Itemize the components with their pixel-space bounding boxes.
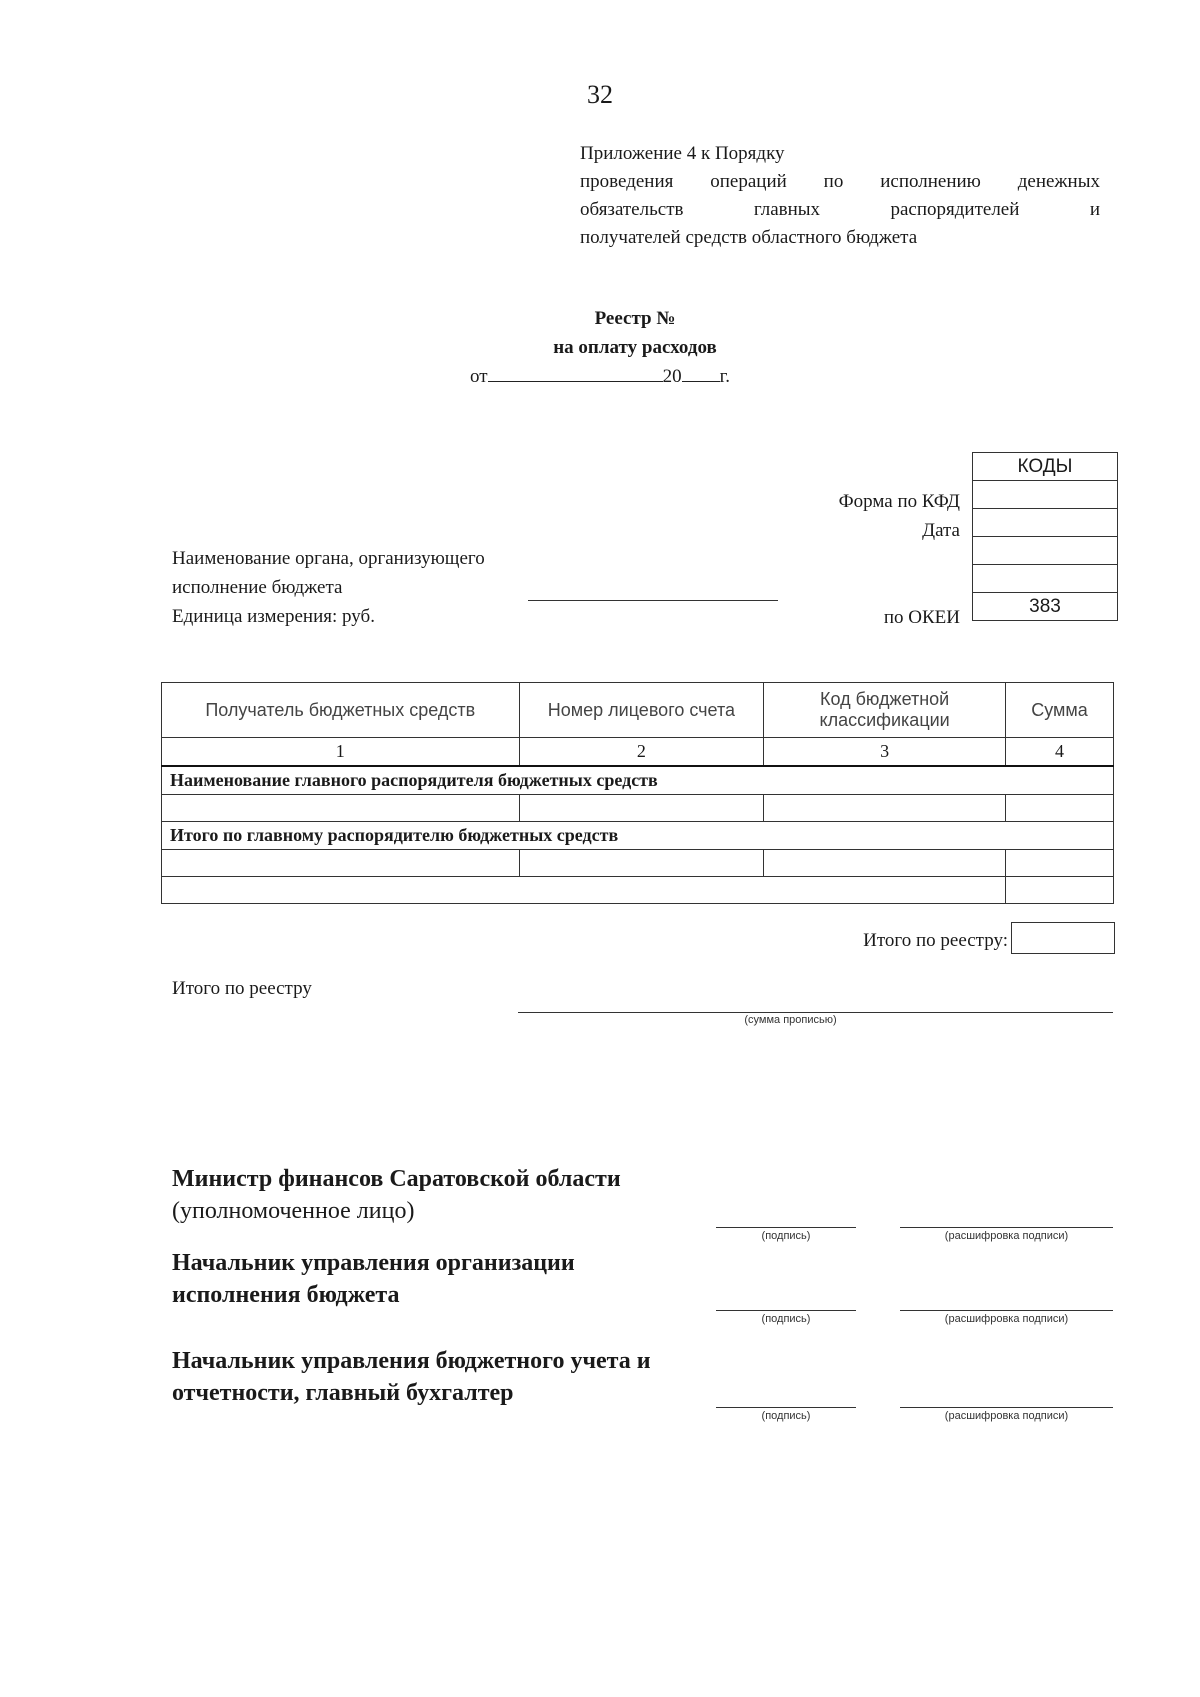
table-cell[interactable] bbox=[1006, 795, 1114, 822]
total-words-blank[interactable] bbox=[518, 1011, 1113, 1013]
signatory-budget-execution bbox=[172, 1247, 692, 1311]
unit-label: Единица измерения: руб. bbox=[172, 606, 375, 627]
date-code-value[interactable] bbox=[973, 509, 1118, 537]
page-number: 32 bbox=[587, 80, 613, 109]
appendix-reference bbox=[580, 140, 1100, 252]
table-cell[interactable] bbox=[764, 850, 1006, 877]
col-number-2: 2 bbox=[519, 738, 764, 767]
code-blank-1[interactable] bbox=[973, 537, 1118, 565]
form-kfd-label: Форма по КФД bbox=[838, 491, 960, 512]
table-cell[interactable] bbox=[519, 795, 764, 822]
signatory-chief-accountant-title: Начальник управления бюджетного учета и отчетности, главный бухгалтер bbox=[172, 1348, 651, 1406]
registry-table bbox=[161, 682, 1114, 904]
signature-decode-line[interactable] bbox=[900, 1309, 1113, 1311]
okei-label: по ОКЕИ bbox=[883, 607, 960, 628]
total-registry-value[interactable] bbox=[1011, 922, 1115, 954]
col-number-1: 1 bbox=[162, 738, 520, 767]
appendix-line-2: проведения операций по исполнению денежных bbox=[580, 171, 1100, 192]
col-number-4: 4 bbox=[1006, 738, 1114, 767]
org-name-label-1: Наименование органа, организующего bbox=[172, 548, 485, 569]
date-prefix: от bbox=[470, 366, 488, 387]
table-number-row bbox=[162, 738, 1114, 767]
signature-decode-caption: (расшифровка подписи) bbox=[944, 1410, 1069, 1422]
table-cell[interactable] bbox=[1006, 877, 1114, 904]
signatory-chief-accountant bbox=[172, 1345, 692, 1409]
org-name-blank[interactable] bbox=[528, 599, 778, 601]
codes-box bbox=[972, 452, 1118, 621]
date-year-blank[interactable] bbox=[682, 363, 720, 382]
table-row bbox=[162, 877, 1114, 904]
codes-header: КОДЫ bbox=[973, 453, 1118, 481]
signature-decode-caption: (расшифровка подписи) bbox=[944, 1313, 1069, 1325]
table-row bbox=[162, 795, 1114, 822]
signature-decode-line[interactable] bbox=[900, 1406, 1113, 1408]
code-blank-2[interactable] bbox=[973, 565, 1118, 593]
col-header-recipient: Получатель бюджетных средств bbox=[162, 683, 520, 738]
date-year-prefix: 20 bbox=[662, 366, 682, 387]
appendix-line-4: получателей средств областного бюджета bbox=[580, 227, 918, 248]
appendix-line-3: обязательств главных распорядителей и bbox=[580, 199, 1100, 220]
col-header-account: Номер лицевого счета bbox=[519, 683, 764, 738]
appendix-line-1: Приложение 4 к Порядку bbox=[580, 143, 785, 164]
table-cell[interactable] bbox=[1006, 850, 1114, 877]
table-cell[interactable] bbox=[162, 795, 520, 822]
signatory-minister-title: Министр финансов Саратовской области bbox=[172, 1166, 621, 1192]
signatory-minister-subtitle: (уполномоченное лицо) bbox=[172, 1198, 415, 1224]
date-suffix: г. bbox=[719, 366, 730, 387]
signatory-budget-execution-title: Начальник управления организации исполнения бюджета bbox=[172, 1250, 575, 1308]
signature-caption: (подпись) bbox=[761, 1230, 811, 1242]
document-subtitle: на оплату расходов bbox=[553, 337, 717, 358]
table-cell[interactable] bbox=[162, 850, 520, 877]
signature-line[interactable] bbox=[716, 1226, 856, 1228]
main-manager-row bbox=[162, 766, 1114, 795]
document-title: Реестр № bbox=[594, 308, 676, 329]
total-manager-label: Итого по главному распорядителю бюджетных средств bbox=[162, 822, 1114, 850]
total-words-label: Итого по реестру bbox=[172, 978, 312, 999]
table-header-row bbox=[162, 683, 1114, 738]
signature-caption: (подпись) bbox=[761, 1410, 811, 1422]
table-row bbox=[162, 850, 1114, 877]
okei-value: 383 bbox=[973, 593, 1118, 621]
signature-line[interactable] bbox=[716, 1406, 856, 1408]
signature-decode-line[interactable] bbox=[900, 1226, 1113, 1228]
signature-decode-caption: (расшифровка подписи) bbox=[944, 1230, 1069, 1242]
signature-line[interactable] bbox=[716, 1309, 856, 1311]
table-cell[interactable] bbox=[162, 877, 1006, 904]
col-header-classification: Код бюджетной классификации bbox=[764, 683, 1006, 738]
table-cell[interactable] bbox=[519, 850, 764, 877]
date-code-label: Дата bbox=[922, 520, 960, 541]
date-line bbox=[470, 363, 730, 388]
form-kfd-value[interactable] bbox=[973, 481, 1118, 509]
date-day-month-blank[interactable] bbox=[488, 363, 663, 382]
table-cell[interactable] bbox=[764, 795, 1006, 822]
col-header-sum: Сумма bbox=[1006, 683, 1114, 738]
org-name-label-2: исполнение бюджета bbox=[172, 577, 343, 598]
signatory-minister bbox=[172, 1163, 621, 1227]
total-registry-label: Итого по реестру: bbox=[863, 930, 1008, 951]
col-number-3: 3 bbox=[764, 738, 1006, 767]
total-words-caption: (сумма прописью) bbox=[744, 1014, 837, 1026]
total-manager-row bbox=[162, 822, 1114, 850]
main-manager-label: Наименование главного распорядителя бюджетных средств bbox=[162, 766, 1114, 795]
signature-caption: (подпись) bbox=[761, 1313, 811, 1325]
